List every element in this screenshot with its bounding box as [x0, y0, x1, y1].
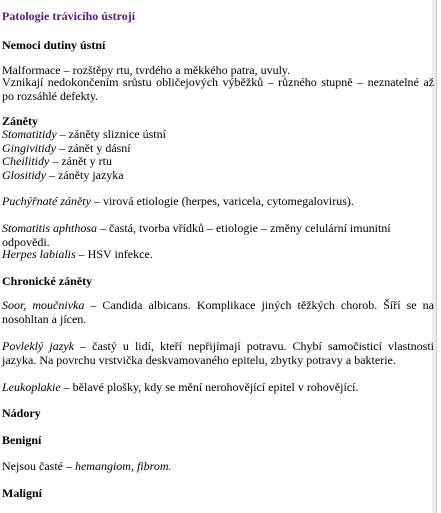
term: Gingivitidy — [2, 141, 56, 155]
term: Stomatitis aphthosa — [2, 221, 98, 235]
list-item — [2, 154, 434, 168]
term-desc: – Candida albicans. Komplikace jiných těžkých chorob. Šíří se na nosohltan a jícen. — [2, 298, 434, 326]
paragraph-povlekly — [2, 339, 434, 367]
term: Cheilitidy — [2, 154, 50, 168]
term: Herpes labialis — [2, 247, 76, 261]
page-title: Patologie trávicího ústrojí — [2, 9, 136, 23]
term-desc: – zánět y rtu — [49, 154, 112, 168]
benigni-prefix: Nejsou časté – — [2, 459, 75, 473]
term-desc: – bělavé plošky, kdy se mění nerohovějící epitel v rohovějící. — [60, 380, 359, 394]
term: Povleklý jazyk — [2, 339, 75, 353]
paragraph-puchyrnate — [2, 194, 434, 208]
term-desc: – záněty jazyka — [46, 168, 124, 182]
paragraph-soor — [2, 298, 434, 326]
paragraph-malformace-1: Malformace – rozštěpy rtu, tvrdého a měkkého patra, uvuly. — [2, 63, 291, 77]
list-item — [2, 127, 434, 141]
term-desc: – HSV infekce. — [75, 247, 153, 261]
term-desc: – zánět y dásní — [56, 141, 131, 155]
paragraph-herpes — [2, 247, 434, 261]
list-item — [2, 141, 434, 155]
heading-nadory: Nádory — [2, 406, 41, 420]
heading-zanety: Záněty — [2, 114, 38, 128]
term-desc: – virová etiologie (herpes, varicela, cytomegalovirus). — [90, 194, 354, 208]
heading-maligni: Maligní — [2, 486, 43, 500]
paragraph-malformace-2: Vznikají nedokončením srůstu obličejových výběžků – různého stupně – neznatelné až po rozsáhlé defekty. — [2, 75, 434, 103]
heading-chronicke: Chronické záněty — [2, 274, 93, 288]
term: Leukoplakie — [2, 380, 61, 394]
term: Soor, moučnivka — [2, 298, 85, 312]
heading-nemoci: Nemoci dutiny ústní — [2, 38, 106, 52]
heading-benigni: Benigní — [2, 433, 42, 447]
term: Glositidy — [2, 168, 46, 182]
term-desc: – častý u lidí, kteří nepřijímají potravu. Chybí samočisticí vlastnosti jazyka. Na povrchu vrstvička deskvamovaného epitelu, zbytky potravy a bakterie. — [2, 339, 434, 367]
paragraph-leukoplakie — [2, 380, 434, 394]
list-item — [2, 168, 434, 182]
term: Stomatitidy — [2, 127, 57, 141]
term: Puchýřnaté záněty — [2, 194, 91, 208]
term-desc: – častá, tvorba vřídků – etiologie – změny celulární imunitní odpovědi. — [2, 221, 391, 249]
term: hemangiom, fibrom. — [74, 459, 172, 473]
paragraph-stomatitis — [2, 221, 434, 249]
term-desc: – záněty sliznice ústní — [56, 127, 166, 141]
paragraph-benigni — [2, 459, 434, 473]
